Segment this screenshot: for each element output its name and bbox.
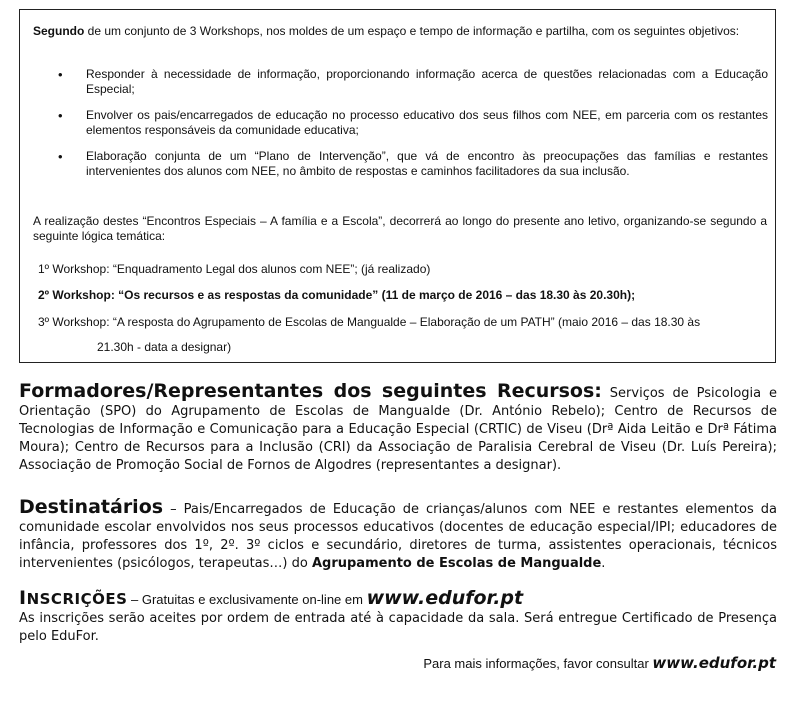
intro-bold: Segundo xyxy=(33,24,85,38)
info-box xyxy=(19,9,776,363)
destinatarios-heading: Destinatários xyxy=(19,496,164,518)
workshop-2: 2º Workshop: “Os recursos e as respostas da comunidade” (11 de março de 2016 – das 18.30 às 20.30h); xyxy=(38,288,636,302)
workshop-3: 3º Workshop: “A resposta do Agrupamento de Escolas de Mangualde – Elaboração de um PATH” (maio 2016 – das 18.30 às xyxy=(38,315,701,329)
objective-text: Responder à necessidade de informação, proporcionando informação acerca de questões relacionadas com a Educação Especial; xyxy=(86,67,768,96)
footer-edufor-link[interactable]: www.edufor.pt xyxy=(652,654,776,672)
destinatarios-section xyxy=(19,498,777,573)
list-item xyxy=(20,149,777,179)
bullet-icon: • xyxy=(58,108,63,123)
list-item xyxy=(20,67,777,97)
formadores-section xyxy=(19,382,777,475)
intro-text: de um conjunto de 3 Workshops, nos moldes de um espaço e tempo de informação e partilha, com os seguintes objetivos: xyxy=(84,24,740,38)
inscricoes-line xyxy=(19,589,777,610)
workshop-1: 1º Workshop: “Enquadramento Legal dos alunos com NEE”; (já realizado) xyxy=(38,262,431,276)
inscricoes-heading-rest: NSCRIÇÕES xyxy=(26,590,128,608)
schedule-intro: A realização destes “Encontros Especiais – A família e a Escola”, decorrerá ao longo do presente ano letivo, organizando-se segundo a seguinte lógica temática: xyxy=(33,214,767,243)
footer-note xyxy=(423,654,776,672)
objective-text: Elaboração conjunta de um “Plano de Intervenção”, que vá de encontro às preocupações das famílias e restantes intervenientes dos alunos com NEE, no âmbito de respostas e caminhos facilitadores da sua inclusão. xyxy=(86,149,768,178)
inscricoes-section xyxy=(19,589,777,646)
bullet-icon: • xyxy=(58,67,63,82)
workshop-3-continued: 21.30h - data a designar) xyxy=(97,340,232,354)
footer-text: Para mais informações, favor consultar xyxy=(423,656,653,671)
bullet-icon: • xyxy=(58,149,63,164)
edufor-link[interactable]: www.edufor.pt xyxy=(366,587,524,609)
objective-text: Envolver os pais/encarregados de educação no processo educativo dos seus filhos com NEE, em parceria com os restantes elementos responsáveis da comunidade educativa; xyxy=(86,108,768,137)
inscricoes-lead: – Gratuitas e exclusivamente on-line em xyxy=(127,592,367,607)
agrupamento-name: Agrupamento de Escolas de Mangualde xyxy=(311,556,602,571)
inscricoes-heading-initial: I xyxy=(19,587,27,609)
list-item xyxy=(20,108,777,138)
inscricoes-text: As inscrições serão aceites por ordem de entrada até à capacidade da sala. Será entregue Certificado de Presença pelo EduFor. xyxy=(19,611,777,644)
destinatarios-text: – Pais/Encarregados de Educação de crianças/alunos com NEE e restantes elementos da comunidade escolar envolvidos nos seus processos educativos (docentes de educação especial/IPI; educadores de infância, professores dos 1º, 2º. 3º ciclos e secundário, diretores de turma, assistentes operacionais, técnicos intervenientes (psicólogos, terapeutas…) do xyxy=(19,502,777,571)
objectives-list xyxy=(20,67,777,190)
destinatarios-period: . xyxy=(601,556,606,571)
formadores-heading: Formadores/Representantes dos seguintes Recursos: xyxy=(19,380,602,402)
intro-paragraph xyxy=(33,24,767,39)
formadores-text: Serviços de Psicologia e Orientação (SPO) do Agrupamento de Escolas de Mangualde (Dr. António Rebelo); Centro de Recursos de Tecnologias de Informação e Comunicação para a Educação Especial (CRTIC) de Viseu (Drª Aida Leitão e Drª Fátima Moura); Centro de Recursos para a Inclusão (CRI) da Associação de Paralisia Cerebral de Viseu (Dr. Luís Pereira); Associação de Promoção Social de Fornos de Algodres (representantes a designar). xyxy=(19,386,778,473)
